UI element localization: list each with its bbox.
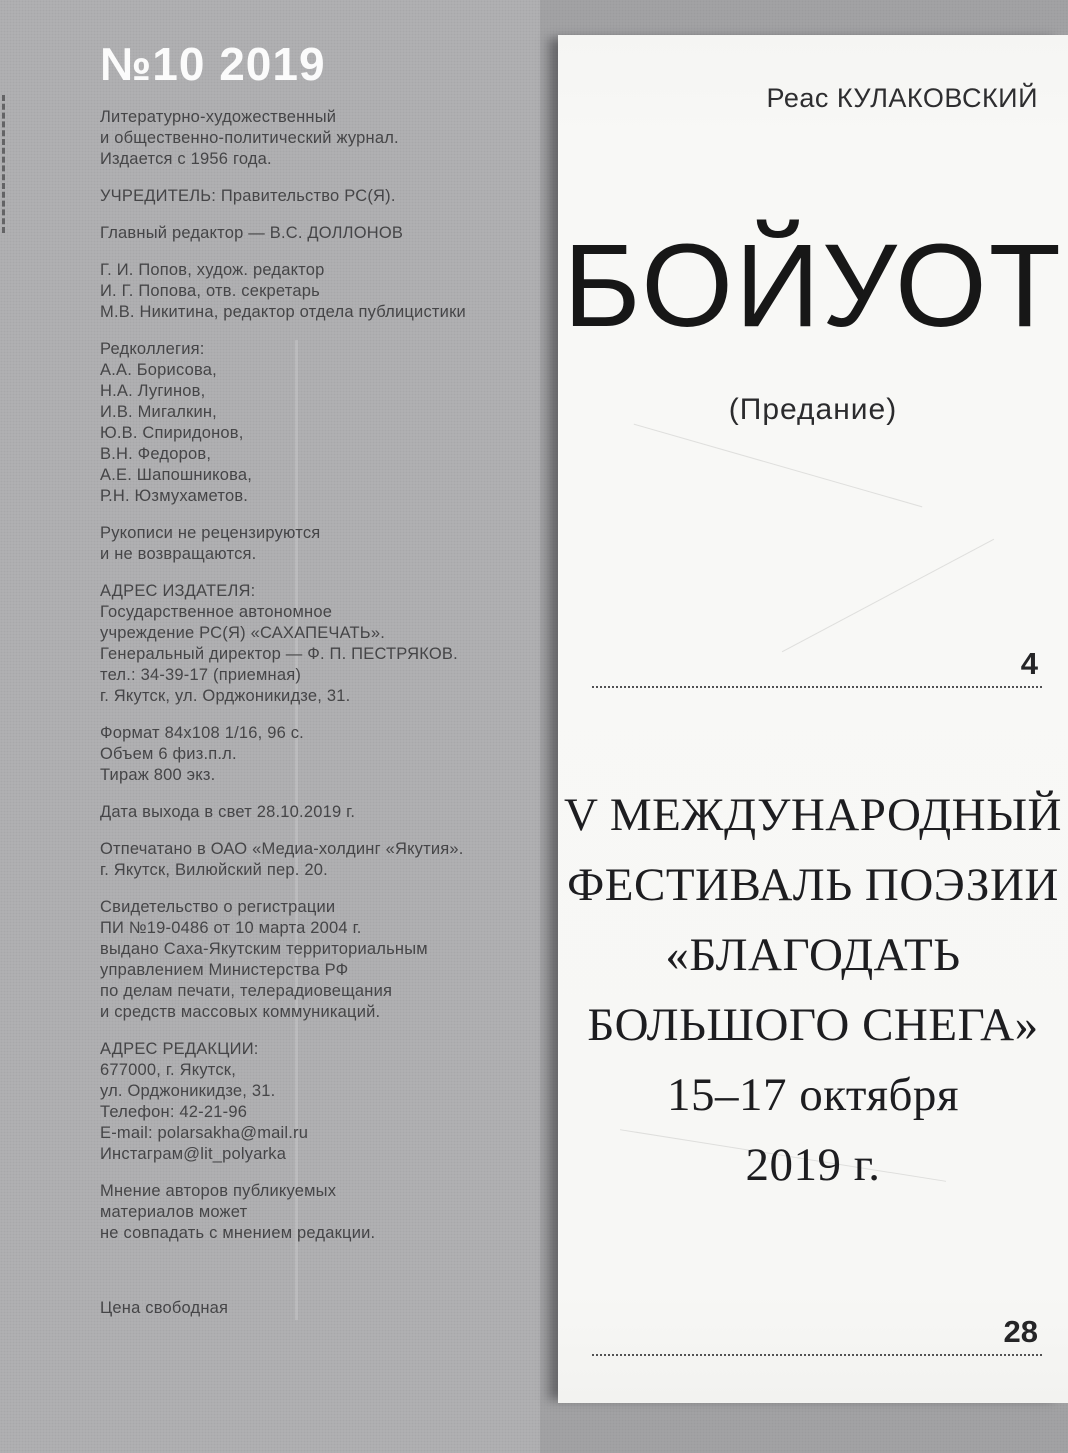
imprint-line: материалов может — [100, 1202, 248, 1221]
imprint-line: Г. И. Попов, худож. редактор — [100, 260, 325, 279]
imprint-line: Тираж 800 экз. — [100, 765, 216, 784]
festival-line: БОЛЬШОГО СНЕГА» — [587, 999, 1039, 1051]
dotted-leader-line — [592, 686, 1042, 688]
page-number: 28 — [1003, 1314, 1038, 1349]
festival-line: 2019 г. — [745, 1139, 881, 1191]
printing-house-block — [100, 839, 550, 881]
imprint-line: 677000, г. Якутск, — [100, 1060, 236, 1079]
imprint-line: г. Якутск, Вилюйский пер. 20. — [100, 860, 328, 879]
chief-editor-block — [100, 223, 550, 244]
registration-block — [100, 897, 550, 1023]
scratch-mark — [634, 424, 923, 508]
imprint-line: Издается с 1956 года. — [100, 149, 272, 168]
imprint-line: Телефон: 42-21-96 — [100, 1102, 248, 1121]
imprint-line: управлением Министерства РФ — [100, 960, 349, 979]
imprint-line: Свидетельство о регистрации — [100, 897, 336, 916]
right-title-page — [558, 35, 1068, 1403]
imprint-line: Мнение авторов публикуемых — [100, 1181, 337, 1200]
editorial-board-block — [100, 339, 550, 507]
imprint-line: г. Якутск, ул. Орджоникидзе, 31. — [100, 686, 351, 705]
author-name: Реас КУЛАКОВСКИЙ — [766, 83, 1038, 113]
imprint-line: Инстаграм@lit_polyarka — [100, 1144, 287, 1163]
festival-title-block — [558, 780, 1068, 1200]
festival-line: «БЛАГОДАТЬ — [665, 929, 961, 981]
format-block — [100, 723, 550, 786]
imprint-line: АДРЕС ИЗДАТЕЛЯ: — [100, 581, 256, 600]
imprint-line: Главный редактор — В.С. ДОЛЛОНОВ — [100, 223, 404, 242]
imprint-line: А.А. Борисова, — [100, 360, 217, 379]
staff-block — [100, 260, 550, 323]
imprint-line: Объем 6 физ.п.л. — [100, 744, 237, 763]
imprint-line: Н.А. Лугинов, — [100, 381, 206, 400]
imprint-line: учреждение РС(Я) «САХАПЕЧАТЬ». — [100, 623, 385, 642]
imprint-line: Дата выхода в свет 28.10.2019 г. — [100, 802, 356, 821]
editorial-address-block — [100, 1039, 550, 1165]
imprint-line: Государственное автономное — [100, 602, 333, 621]
imprint-line: тел.: 34-39-17 (приемная) — [100, 665, 302, 684]
imprint-line: Р.Н. Юзмухаметов. — [100, 486, 249, 505]
imprint-column — [100, 38, 550, 1335]
journal-description-block — [100, 107, 550, 170]
scratch-mark — [782, 539, 994, 653]
toc-entry-story — [592, 647, 1042, 688]
festival-line: ФЕСТИВАЛЬ ПОЭЗИИ — [567, 859, 1059, 911]
toc-entry-festival — [592, 1315, 1042, 1356]
imprint-line: по делам печати, телерадиовещания — [100, 981, 393, 1000]
imprint-line: И. Г. Попова, отв. секретарь — [100, 281, 320, 300]
spine-stitch-marks — [2, 95, 5, 233]
story-title: БОЙУОТ — [563, 220, 1063, 352]
imprint-line: ул. Орджоникидзе, 31. — [100, 1081, 276, 1100]
imprint-line: Цена свободная — [100, 1298, 229, 1317]
imprint-line: Рукописи не рецензируются — [100, 523, 321, 542]
issue-number: №10 2019 — [100, 38, 326, 90]
festival-line: V МЕЖДУНАРОДНЫЙ — [564, 789, 1062, 841]
page-number: 4 — [1020, 646, 1038, 681]
release-date-block — [100, 802, 550, 823]
imprint-line: выдано Саха-Якутским территориальным — [100, 939, 428, 958]
manuscripts-note-block — [100, 523, 550, 565]
imprint-line: Литературно-художественный — [100, 107, 337, 126]
opinion-disclaimer-block — [100, 1181, 550, 1244]
imprint-line: Отпечатано в ОАО «Медиа-холдинг «Якутия». — [100, 839, 464, 858]
imprint-line: УЧРЕДИТЕЛЬ: Правительство РС(Я). — [100, 186, 396, 205]
imprint-line: E-mail: polarsakha@mail.ru — [100, 1123, 309, 1142]
story-subtitle: (Предание) — [728, 393, 898, 426]
imprint-line: не совпадать с мнением редакции. — [100, 1223, 376, 1242]
imprint-line: Редколлегия: — [100, 339, 205, 358]
imprint-line: И.В. Мигалкин, — [100, 402, 217, 421]
imprint-line: Формат 84х108 1/16, 96 с. — [100, 723, 304, 742]
imprint-line: АДРЕС РЕДАКЦИИ: — [100, 1039, 259, 1058]
price-block — [100, 1298, 550, 1319]
imprint-line: ПИ №19-0486 от 10 марта 2004 г. — [100, 918, 362, 937]
imprint-line: М.В. Никитина, редактор отдела публицистики — [100, 302, 466, 321]
imprint-line: В.Н. Федоров, — [100, 444, 212, 463]
festival-line: 15–17 октября — [666, 1069, 960, 1121]
imprint-line: и средств массовых коммуникаций. — [100, 1002, 381, 1021]
imprint-line: А.Е. Шапошникова, — [100, 465, 253, 484]
imprint-line: и общественно-политический журнал. — [100, 128, 399, 147]
imprint-line: Ю.В. Спиридонов, — [100, 423, 244, 442]
imprint-line: Генеральный директор — Ф. П. ПЕСТРЯКОВ. — [100, 644, 458, 663]
imprint-line: и не возвращаются. — [100, 544, 257, 563]
publisher-address-block — [100, 581, 550, 707]
founder-block — [100, 186, 550, 207]
dotted-leader-line — [592, 1354, 1042, 1356]
